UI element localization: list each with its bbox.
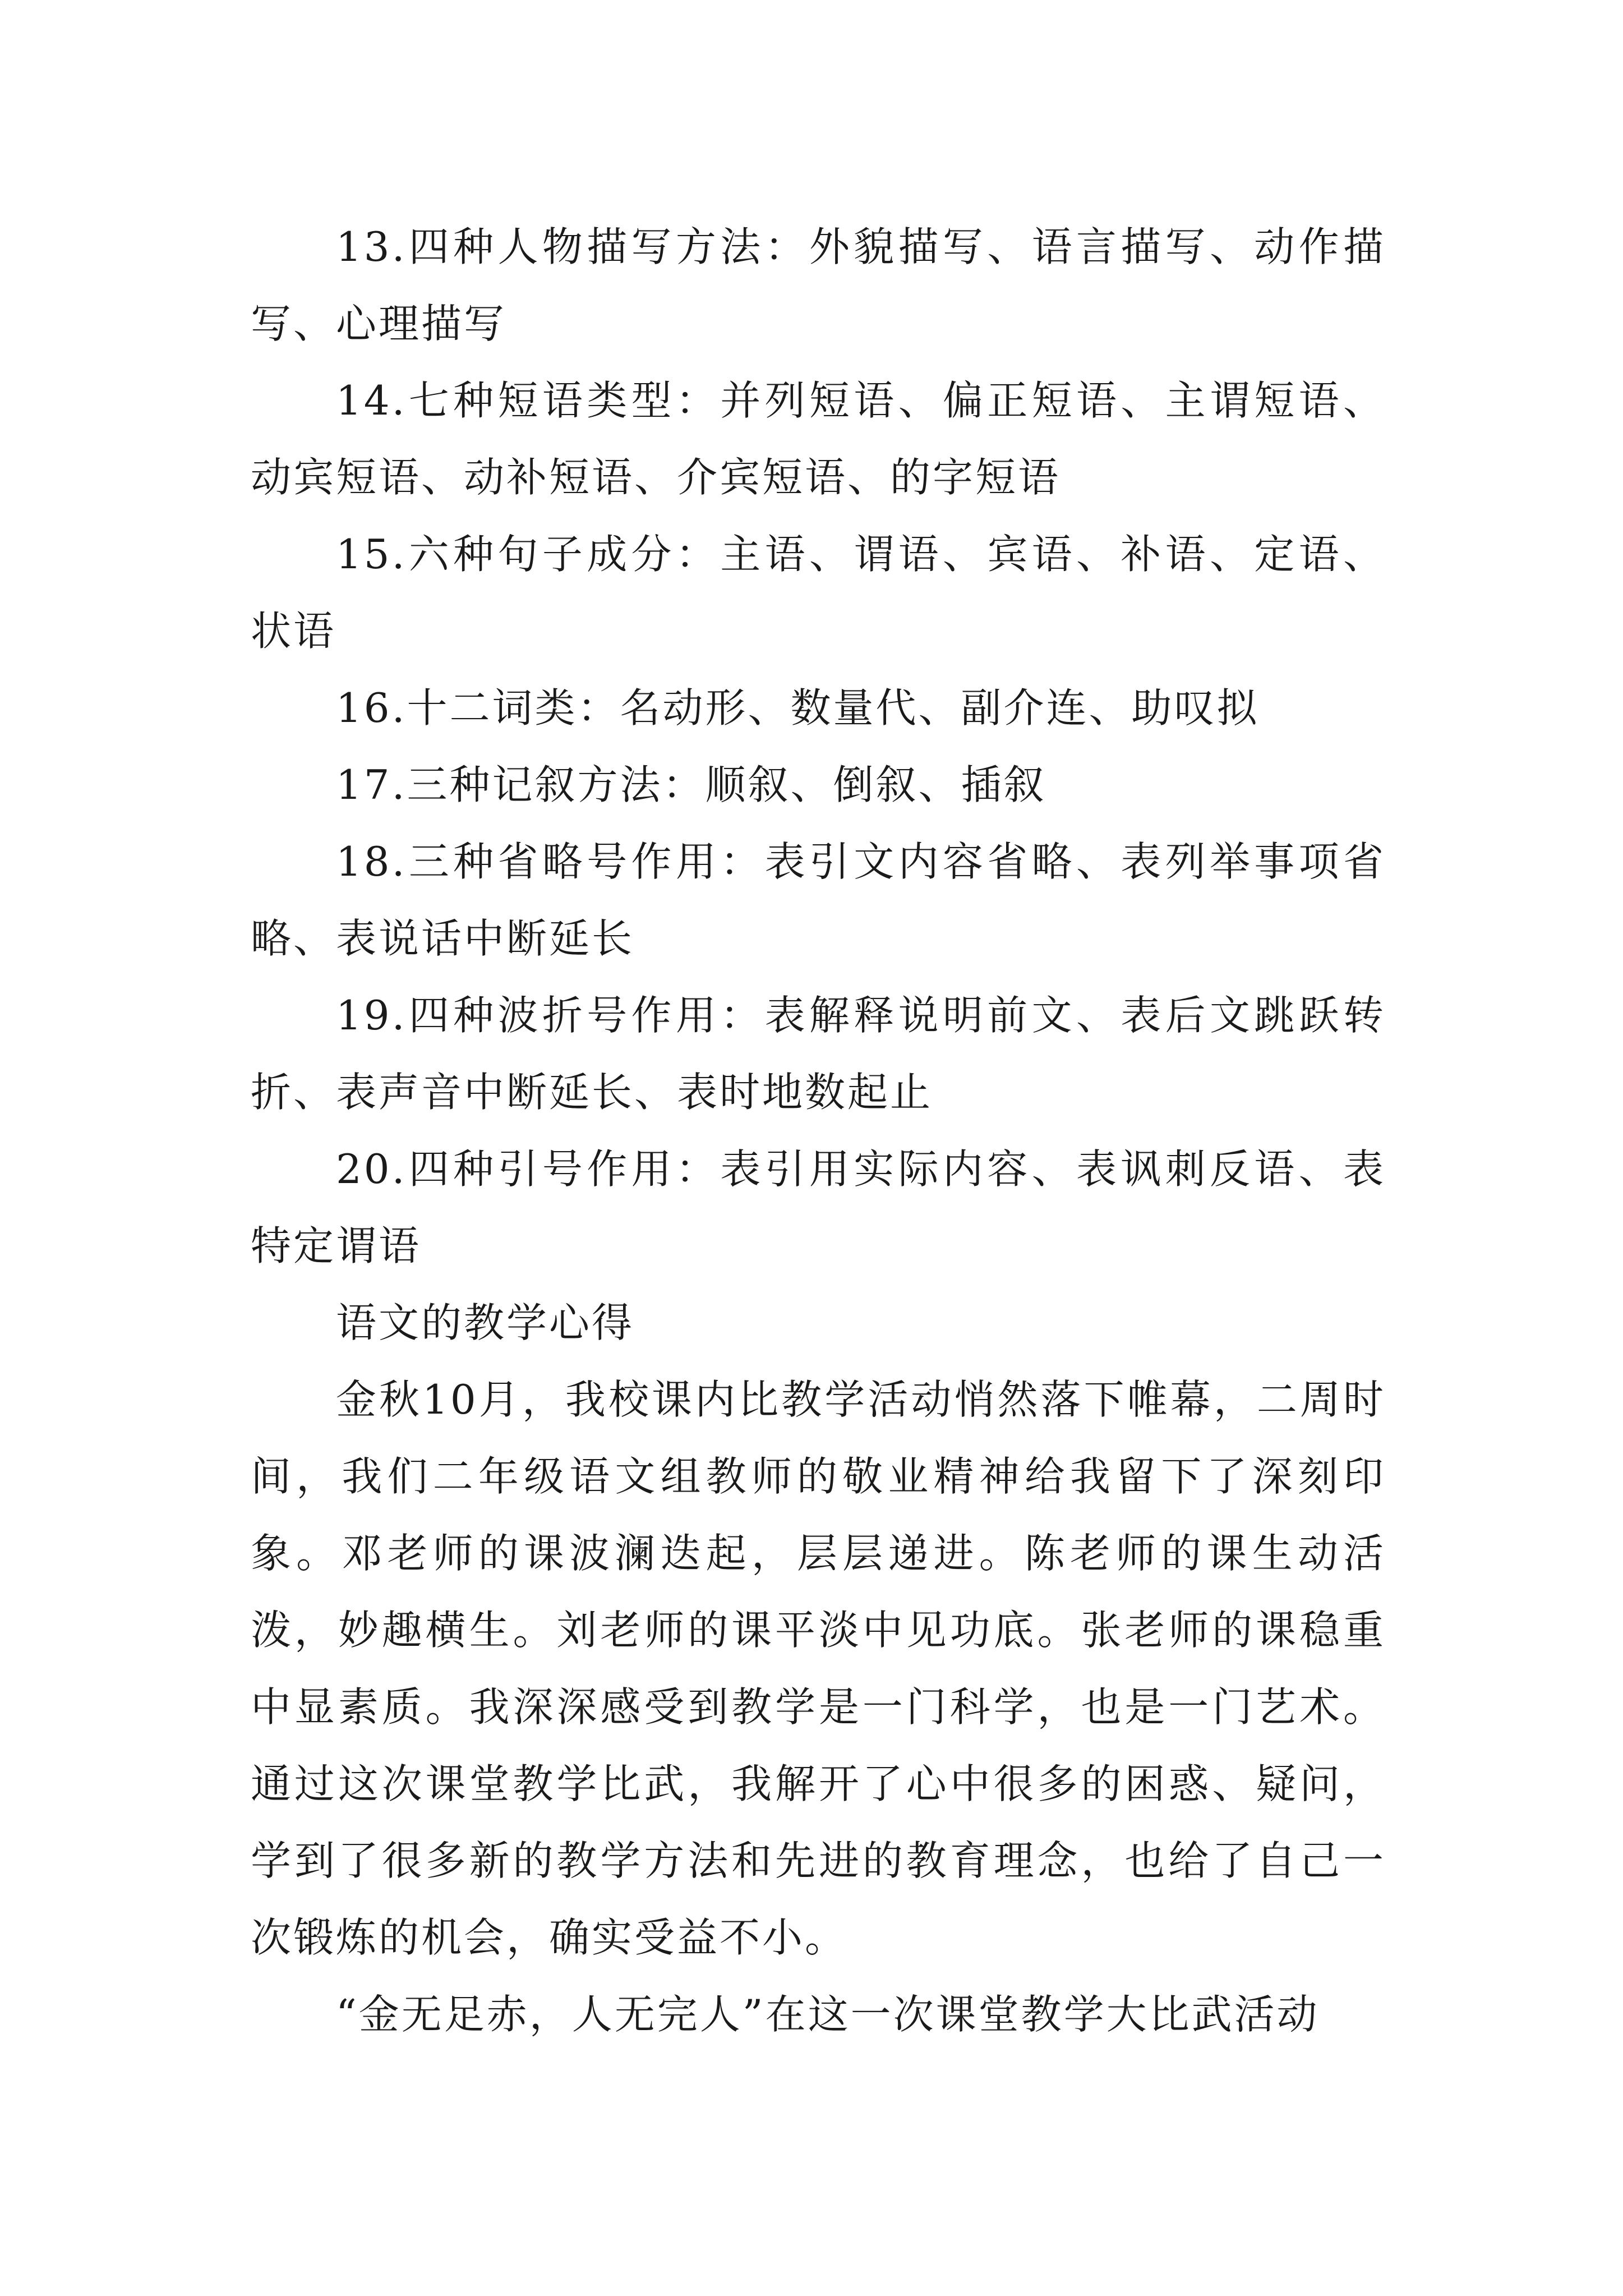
section-title: 语文的教学心得 xyxy=(336,1299,635,1346)
list-item-19: 19.四种波折号作用：表解释说明前文、表后文跳跃转折、表声音中断延长、表时地数起止 xyxy=(251,992,1386,1116)
list-item-13: 13.四种人物描写方法：外貌描写、语言描写、动作描写、心理描写 xyxy=(251,223,1386,347)
document-body xyxy=(251,209,1386,2053)
list-item-16: 16.十二词类：名动形、数量代、副介连、助叹拟 xyxy=(336,684,1260,731)
list-item-14: 14.七种短语类型：并列短语、偏正短语、主谓短语、动宾短语、动补短语、介宾短语、的字短语 xyxy=(251,377,1386,501)
list-item-17: 17.三种记叙方法：顺叙、倒叙、插叙 xyxy=(336,761,1046,808)
body-paragraph: 金秋10月，我校课内比教学活动悄然落下帷幕，二周时间，我们二年级语文组教师的敬业精神给我留下了深刻印象。邓老师的课波澜迭起，层层递进。陈老师的课生动活泼，妙趣横生。刘老师的课平淡中见功底。张老师的课稳重中显素质。我深深感受到教学是一门科学，也是一门艺术。通过这次课堂教学比武，我解开了心中很多的困惑、疑问，学到了很多新的教学方法和先进的教育理念，也给了自己一次锻炼的机会，确实受益不小。 xyxy=(251,1376,1386,1961)
list-item-20: 20.四种引号作用：表引用实际内容、表讽刺反语、表特定谓语 xyxy=(251,1145,1386,1269)
body-paragraph: “金无足赤，人无完人”在这一次课堂教学大比武活动 xyxy=(336,1991,1320,2038)
list-item-15: 15.六种句子成分：主语、谓语、宾语、补语、定语、状语 xyxy=(251,531,1386,655)
list-item-18: 18.三种省略号作用：表引文内容省略、表列举事项省略、表说话中断延长 xyxy=(251,838,1386,962)
